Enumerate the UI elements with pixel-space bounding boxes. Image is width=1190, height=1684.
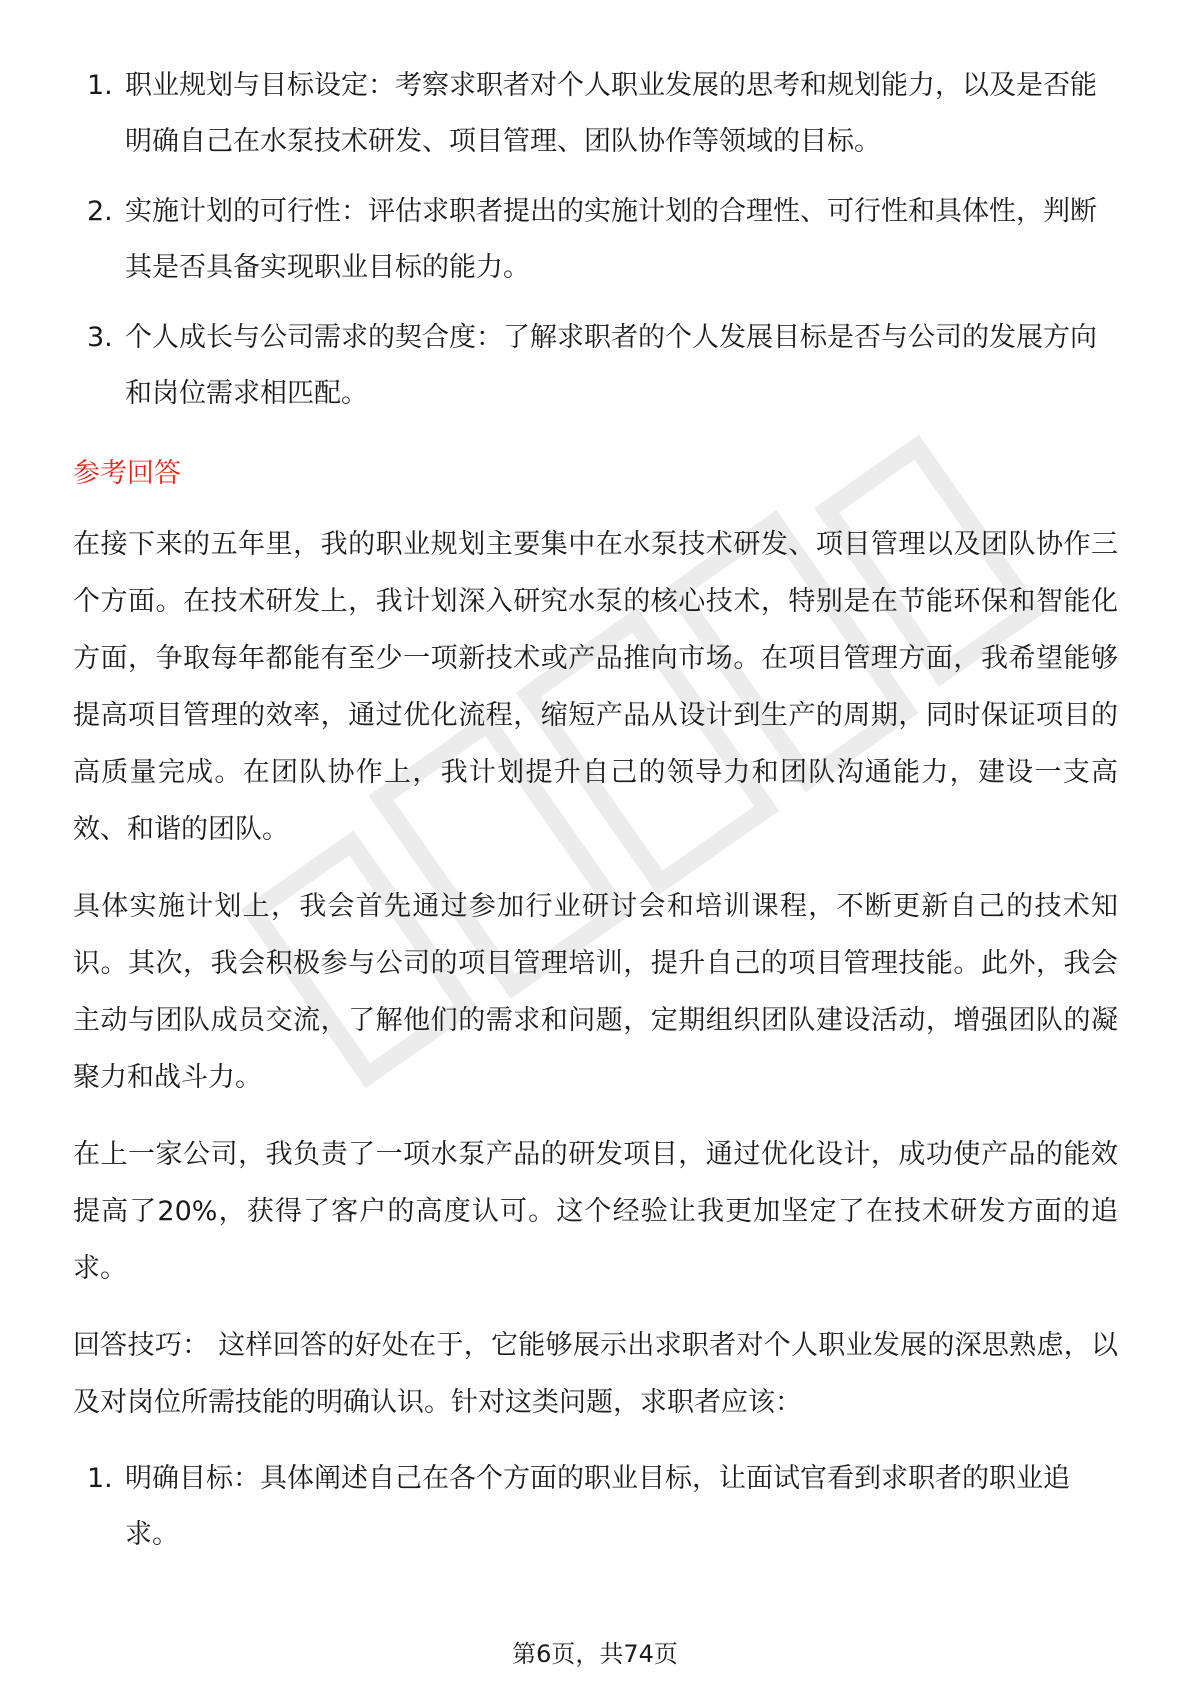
list-text: 职业规划与目标设定：考察求职者对个人职业发展的思考和规划能力，以及是否能明确自己在水泵技术研发、项目管理、团队协作等领域的目标。 [125, 70, 1097, 157]
list-item [73, 58, 1118, 170]
page-content [73, 58, 1118, 1563]
page-footer: 第6页，共74页 [512, 1640, 678, 1668]
list-number: 2. [87, 196, 113, 227]
tips-list [73, 1451, 1118, 1563]
list-number: 1. [87, 70, 113, 101]
list-text: 实施计划的可行性：评估求职者提出的实施计划的合理性、可行性和具体性，判断其是否具备实现职业目标的能力。 [125, 196, 1097, 283]
answer-paragraph: 在接下来的五年里，我的职业规划主要集中在水泵技术研发、项目管理以及团队协作三个方面。在技术研发上，我计划深入研究水泵的核心技术，特别是在节能环保和智能化方面，争取每年都能有至少一项新技术或产品推向市场。在项目管理方面，我希望能够提高项目管理的效率，通过优化流程，缩短产品从设计到生产的周期，同时保证项目的高质量完成。在团队协作上，我计划提升自己的领导力和团队沟通能力，建设一支高效、和谐的团队。 [73, 529, 1118, 845]
tips-paragraph: 回答技巧： 这样回答的好处在于，它能够展示出求职者对个人职业发展的深思熟虑，以及对岗位所需技能的明确认识。针对这类问题，求职者应该： [73, 1330, 1118, 1418]
list-item [73, 310, 1118, 422]
list-text: 明确目标：具体阐述自己在各个方面的职业目标，让面试官看到求职者的职业追求。 [125, 1463, 1070, 1550]
answer-paragraph: 具体实施计划上，我会首先通过参加行业研讨会和培训课程，不断更新自己的技术知识。其次，我会积极参与公司的项目管理培训，提升自己的项目管理技能。此外，我会主动与团队成员交流，了解他们的需求和问题，定期组织团队建设活动，增强团队的凝聚力和战斗力。 [73, 891, 1118, 1093]
list-text: 个人成长与公司需求的契合度：了解求职者的个人发展目标是否与公司的发展方向和岗位需求相匹配。 [125, 322, 1097, 409]
list-number: 1. [87, 1463, 113, 1494]
criteria-list [73, 58, 1118, 422]
section-heading: 参考回答 [73, 458, 181, 489]
list-number: 3. [87, 322, 113, 353]
list-item [73, 1451, 1118, 1563]
list-item [73, 184, 1118, 296]
answer-paragraph: 在上一家公司，我负责了一项水泵产品的研发项目，通过优化设计，成功使产品的能效提高了20%，获得了客户的高度认可。这个经验让我更加坚定了在技术研发方面的追求。 [73, 1139, 1118, 1284]
